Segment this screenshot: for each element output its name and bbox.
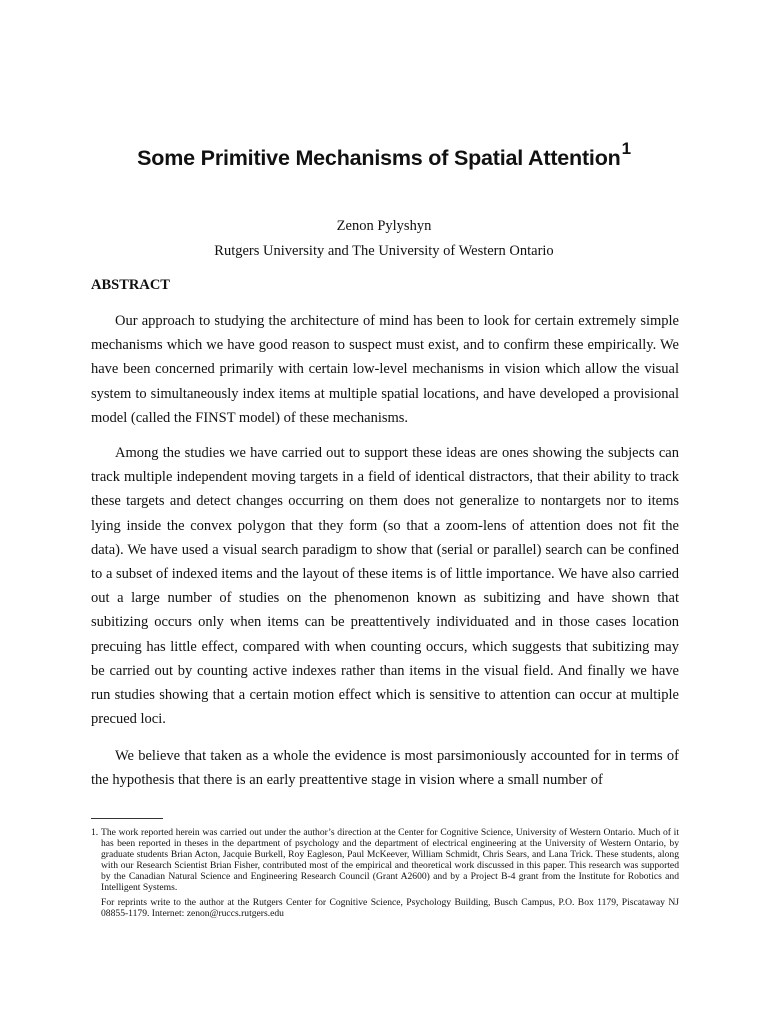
footnote-reprints: For reprints write to the author at the Rutgers Center for Cognitive Science, Psychology Building, Busch Campus, P.O. Box 1179, Piscataway NJ 08855-1179. Internet: zenon@ruccs.rutgers.edu <box>101 897 679 919</box>
paper-title <box>0 139 768 171</box>
abstract-paragraph-1: Our approach to studying the architecture of mind has been to look for certain extremely simple mechanisms which we have good reason to suspect must exist, and to confirm these empirically. We have been concerned primarily with certain low-level mechanisms in vision which allow the visual system to simultaneously index items at multiple spatial locations, and have developed a provisional model (called the FINST model) of these mechanisms. <box>91 313 679 426</box>
footnote-1 <box>91 827 679 893</box>
footnote-marker: 1. <box>91 827 99 838</box>
author-name: Zenon Pylyshyn <box>336 218 432 234</box>
abstract-paragraph-2: Among the studies we have carried out to support these ideas are ones showing the subjects can track multiple independent moving targets in a field of identical distractors, that their ability to track these targets and detect changes occurring on them does not generalize to nontargets nor to items lying inside the convex polygon that they form (so that a zoom-lens of attention does not fit the data). We have used a visual search paradigm to show that (serial or parallel) search can be confined to a subset of indexed items and the layout of these items is of little importance. We have also carried out a large number of studies on the phenomenon known as subitizing and have shown that subitizing occurs only when items can be preattentively individuated and in those cases location precuing has little effect, compared with when counting occurs, which suggests that subitizing may be carried out by counting active indexes rather than items in the visual field. And finally we have run studies showing that a certain motion effect which is sensitive to attention can occur at multiple precued loci. <box>91 445 679 728</box>
title-footnote-marker: 1 <box>621 139 631 158</box>
footnote-1-text: The work reported herein was carried out under the author’s direction at the Center for Cognitive Science, University of Western Ontario. Much of it has been reported in theses in the department of psychology and the department of electrical engineering at the University of Western Ontario, by graduate students Brian Acton, Jacquie Burkell, Roy Eagleson, Paul McKeever, William Schmidt, Chris Sears, and Lana Trick. These students, along with our Research Scientist Brian Fisher, contributed most of the empirical and theoretical work discussed in this paper. This research was supported by the Canadian Natural Science and Engineering Research Council (Grant A2600) and by a Project B-4 grant from the Institute for Robotics and Intelligent Systems. <box>101 827 679 893</box>
footnote-divider <box>91 818 163 819</box>
abstract-heading: ABSTRACT <box>91 277 170 293</box>
abstract-paragraph-3: We believe that taken as a whole the evidence is most parsimoniously accounted for in terms of the hypothesis that there is an early preattentive stage in vision where a small number of <box>91 748 679 789</box>
author-affiliation: Rutgers University and The University of Western Ontario <box>214 243 554 259</box>
paper-title-text: Some Primitive Mechanisms of Spatial Attention <box>137 146 621 171</box>
